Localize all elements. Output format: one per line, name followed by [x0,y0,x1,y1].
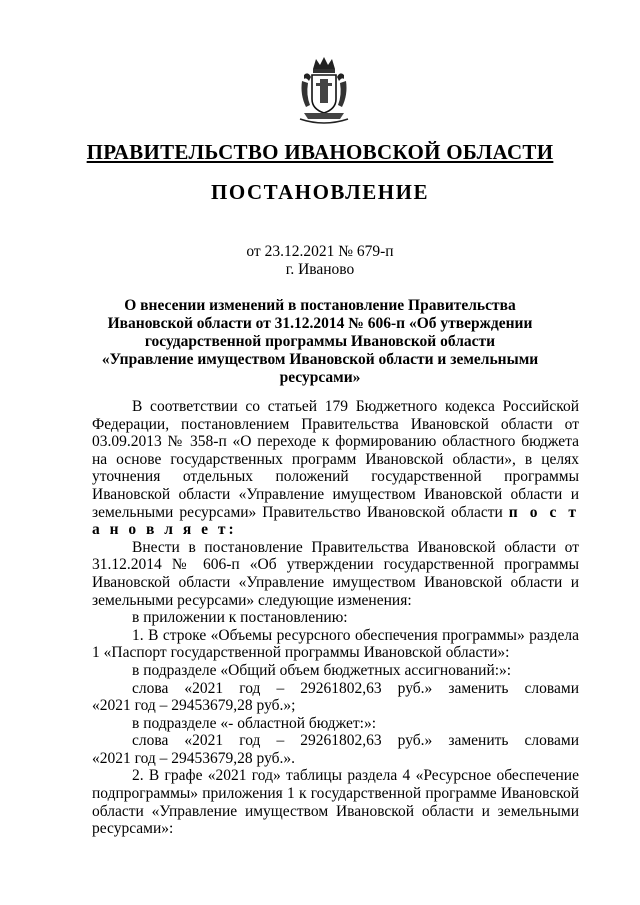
paragraph-item-1: 1. В строке «Объемы ресурсного обеспечения программы» раздела 1 «Паспорт государственной программы Ивановской области»: [92,626,579,662]
paragraph-amend: Внести в постановление Правительства Ивановской области от 31.12.2014 № 606-п «Об утверждении государственной программы Ивановской области «Управление имуществом Ивановской области и земельными ресурсами» следующие изменения: [92,538,579,609]
paragraph-subsection-total: в подразделе «Общий объем бюджетных ассигнований:»: [132,661,512,679]
city: г. Иваново [285,261,355,278]
document-body [92,398,579,838]
document-meta [0,243,640,279]
paragraph-replace-total-b: «2021 год – 29453679,28 руб.»; [92,697,296,715]
date-number: от 23.12.2021 № 679-п [246,243,394,260]
paragraph-replace-regional-a: слова «2021 год – 29261802,63 руб.» заменить словами [132,732,579,750]
organization-name: ПРАВИТЕЛЬСТВО ИВАНОВСКОЙ ОБЛАСТИ [86,140,554,164]
document-subject: О внесении изменений в постановление Правительства Ивановской области от 31.12.2014 № 606-п «Об утверждении государственной программы Ивановской области «Управление имуществом Ивановской области и земельными ресурсами» [101,297,539,386]
paragraph-annex: в приложении к постановлению: [132,609,348,627]
ivanovo-coat-of-arms-icon [298,55,350,125]
paragraph-replace-total-a: слова «2021 год – 29261802,63 руб.» заменить словами [132,679,579,697]
paragraph-preamble [92,398,579,539]
paragraph-subsection-regional: в подразделе «- областной бюджет:»: [132,714,377,732]
decree-word: п о с т а н о в л я е т: [92,503,579,539]
paragraph-item-2: 2. В графе «2021 год» таблицы раздела 4 «Ресурсное обеспечение подпрограммы» приложения 1 к государственной программе Ивановской области «Управление имуществом Ивановской области и земельными ресурсами»: [92,767,579,838]
document-type: ПОСТАНОВЛЕНИЕ [211,180,429,204]
paragraph-replace-regional-b: «2021 год – 29453679,28 руб.». [92,749,296,767]
preamble-text: В соответствии со статьей 179 Бюджетного кодекса Российской Федерации, постановлением Правительства Ивановской области от 03.09.2013 № 358-п «О переходе к формированию областного бюджета на основе государственных программ Ивановской области», в целях уточнения отдельных положений государственной программы Ивановской области «Управление имуществом Ивановской области и земельными ресурсами» Правительство Ивановской области [92,398,579,521]
